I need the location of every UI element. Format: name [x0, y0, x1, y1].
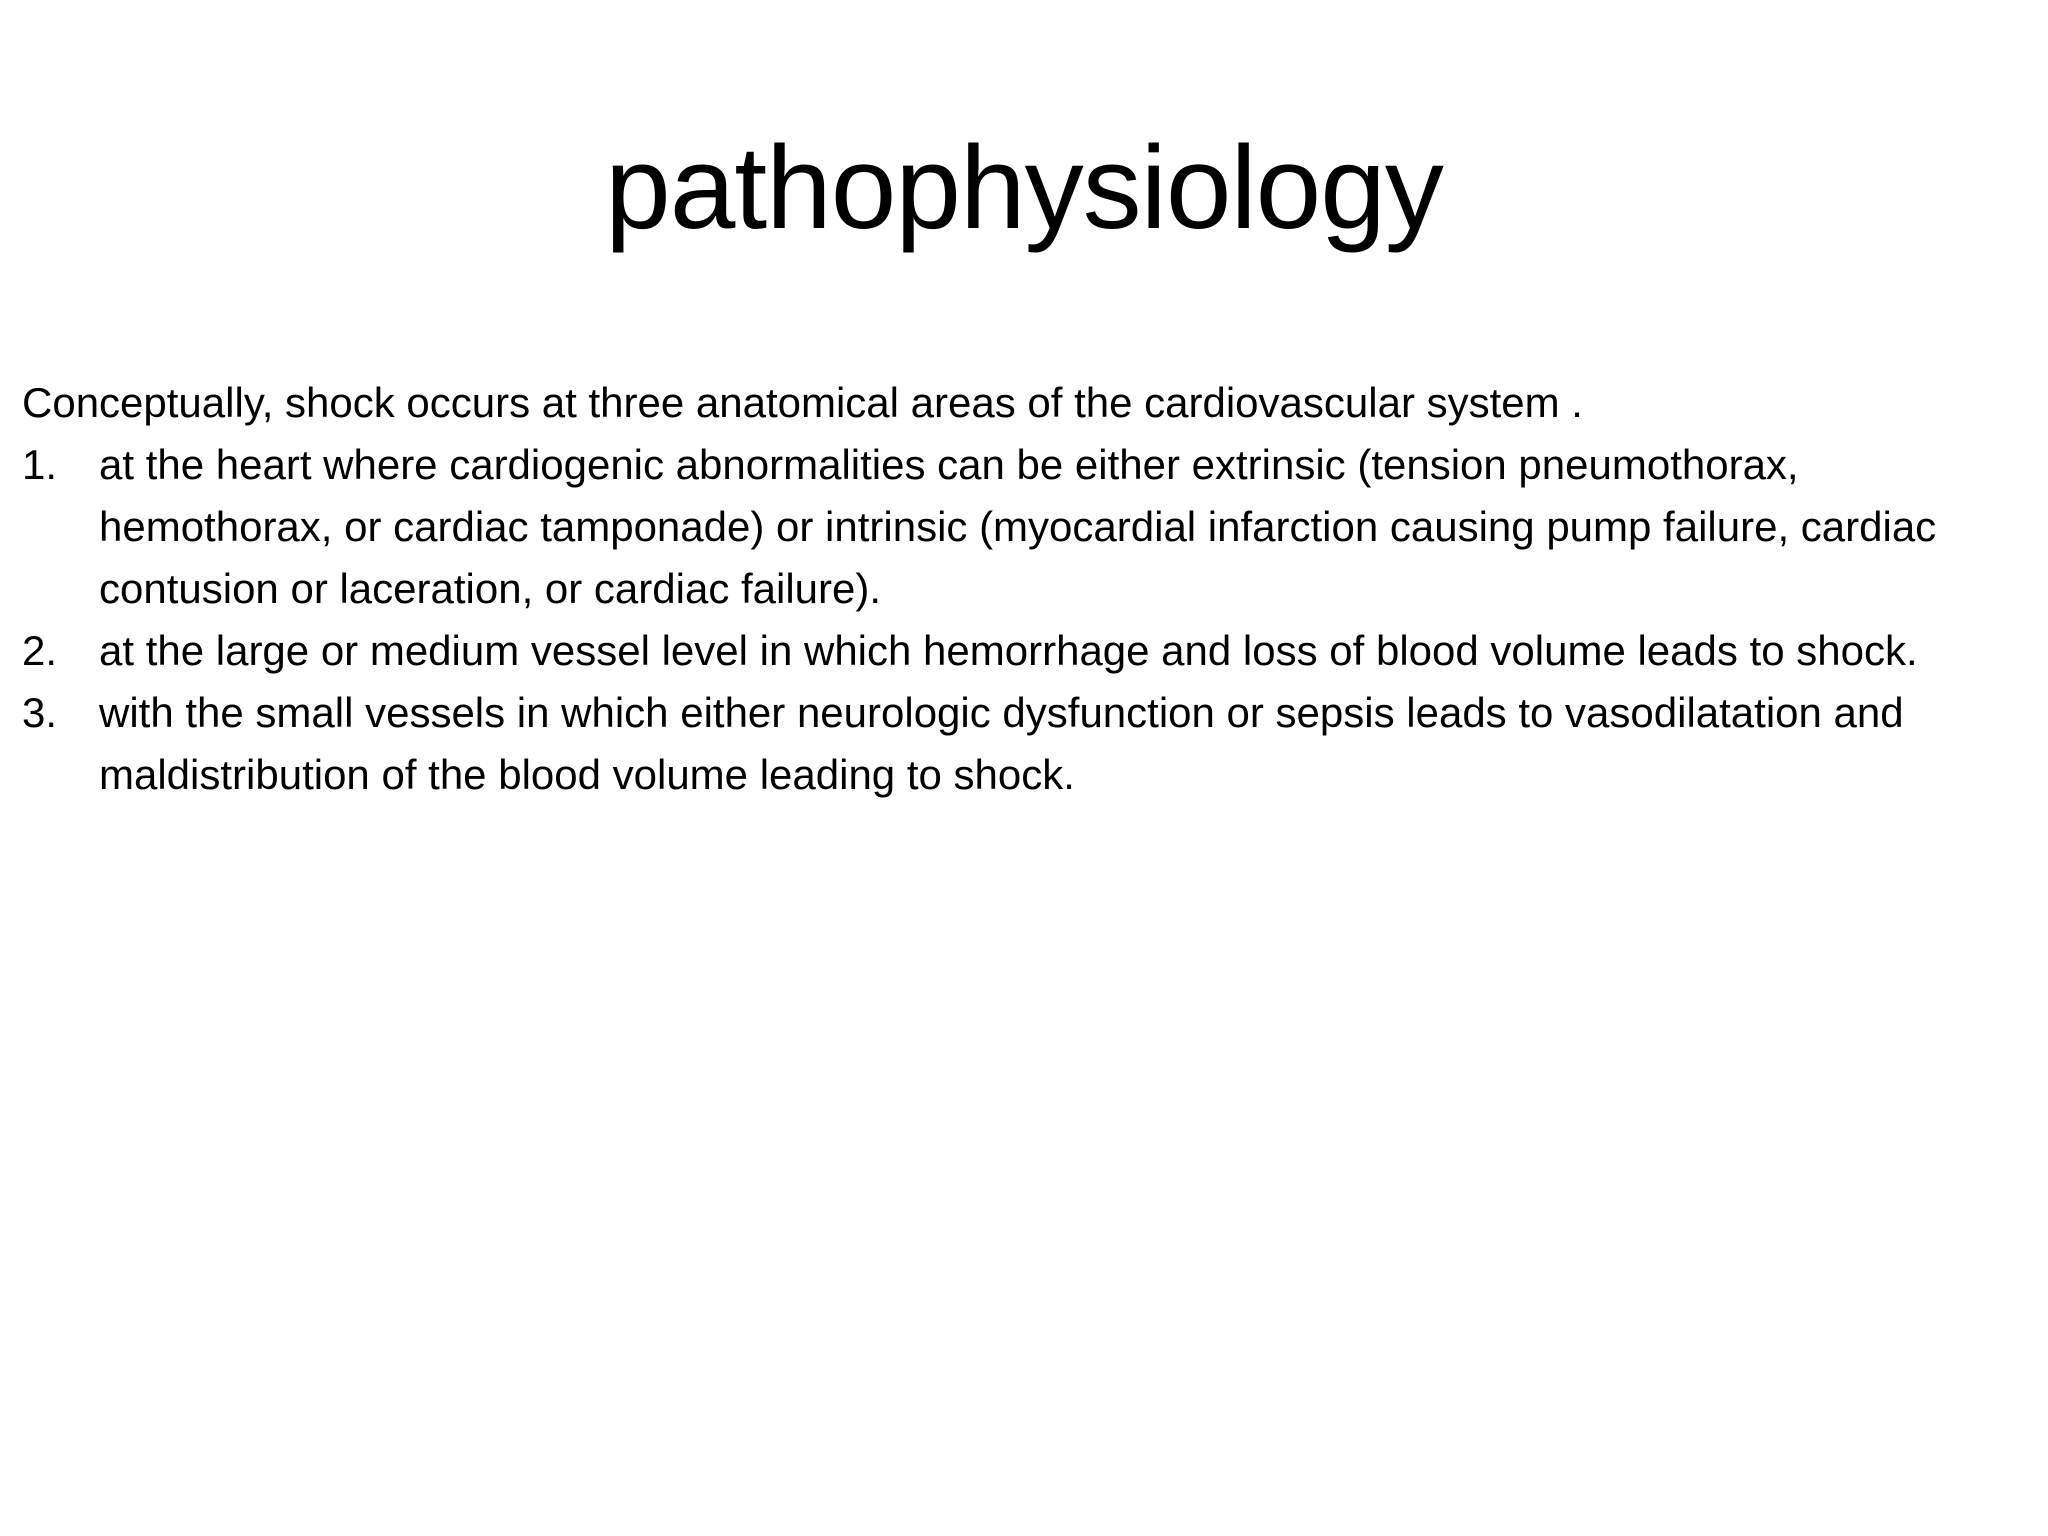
- numbered-list: [22, 434, 2032, 806]
- list-item-number: 3.: [22, 689, 58, 736]
- list-item: [22, 682, 2032, 806]
- list-item: [22, 434, 2032, 620]
- intro-text: Conceptually, shock occurs at three anatomical areas of the cardiovascular system .: [22, 379, 1583, 426]
- slide-body: [22, 372, 2032, 806]
- list-item: [22, 620, 2032, 682]
- list-item-text: at the large or medium vessel level in which hemorrhage and loss of blood volume leads to shock.: [99, 627, 1918, 674]
- list-item-number: 2.: [22, 627, 58, 674]
- list-item-number: 1.: [22, 441, 58, 488]
- list-item-text: with the small vessels in which either neurologic dysfunction or sepsis leads to vasodilatation and maldistribution of the blood volume leading to shock.: [99, 689, 1904, 798]
- list-item-text: at the heart where cardiogenic abnormalities can be either extrinsic (tension pneumothorax, hemothorax, or cardiac tamponade) or intrinsic (myocardial infarction causing pump failure, cardiac contusion or laceration, or cardiac failure).: [99, 441, 1937, 612]
- slide-title: pathophysiology: [605, 122, 1443, 254]
